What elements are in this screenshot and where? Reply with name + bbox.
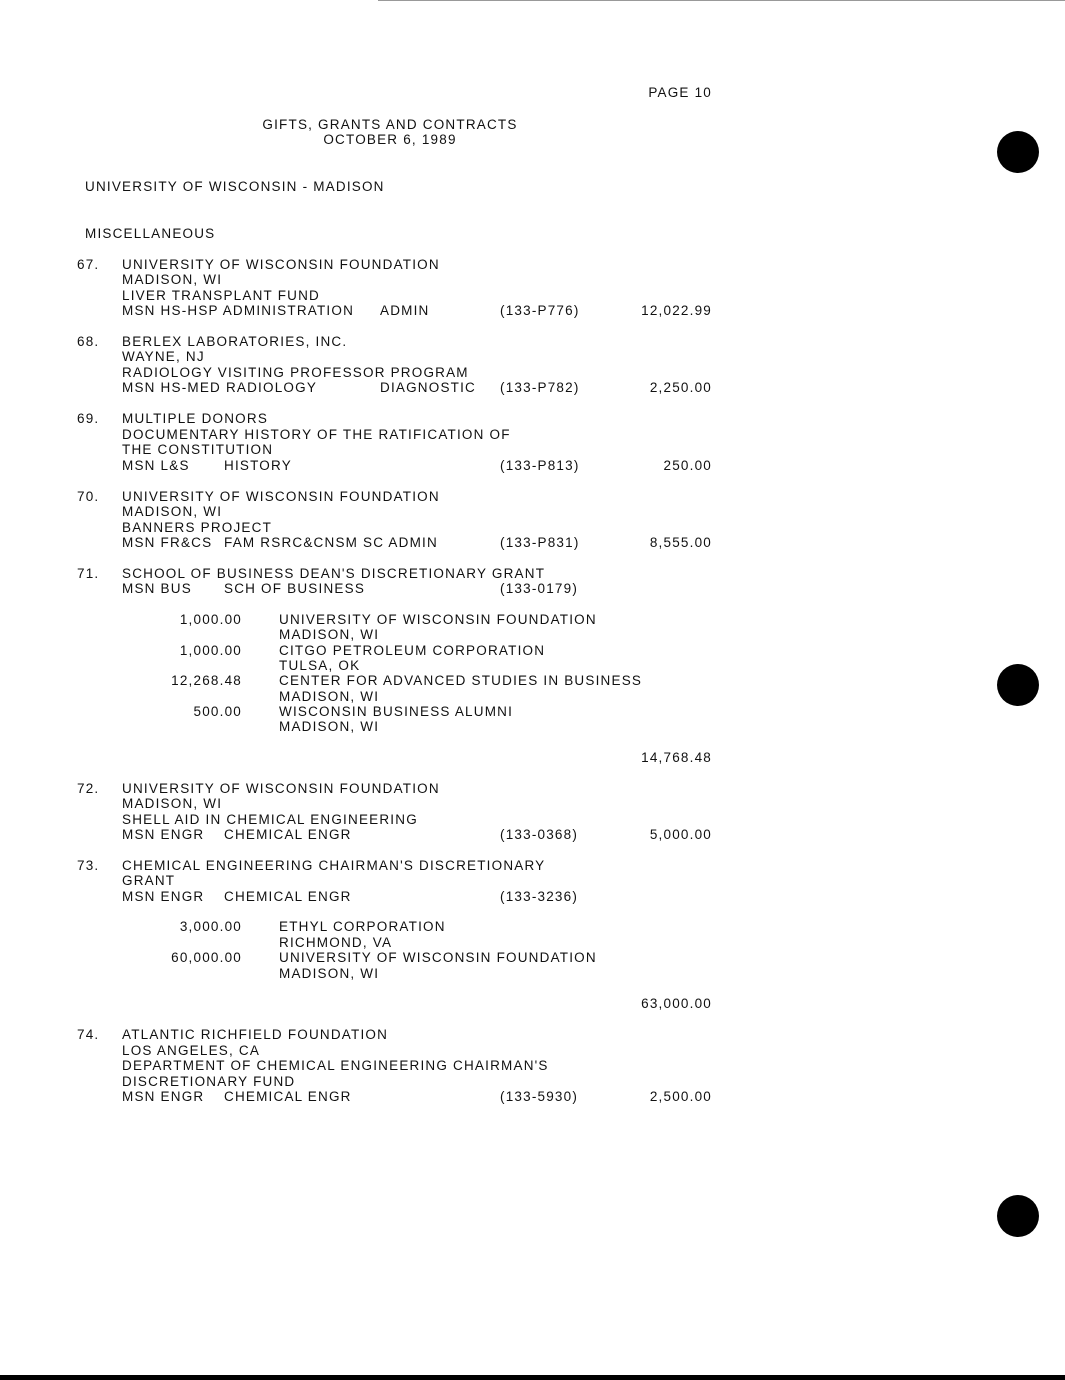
donor-location: TULSA, OK — [279, 658, 361, 673]
punch-hole-middle — [997, 664, 1039, 706]
account-number: (133-P782) — [500, 380, 580, 395]
gift-amount: 12,022.99 — [641, 303, 712, 318]
punch-hole-bottom — [997, 1195, 1039, 1237]
sub-department: CHEMICAL ENGR — [224, 1089, 352, 1104]
gift-purpose: SHELL AID IN CHEMICAL ENGINEERING — [122, 812, 418, 827]
gift-amount: 8,555.00 — [649, 535, 712, 550]
item-number: 68. — [77, 334, 100, 349]
donor-name: MULTIPLE DONORS — [122, 411, 269, 426]
donor-amount: 3,000.00 — [179, 919, 242, 934]
item-number: 70. — [77, 489, 100, 504]
account-number: (133-P813) — [500, 458, 580, 473]
donor-name: CENTER FOR ADVANCED STUDIES IN BUSINESS — [279, 673, 643, 688]
item-number: 71. — [77, 566, 100, 581]
account-number: (133-P831) — [500, 535, 580, 550]
department: MSN L&S — [122, 458, 190, 473]
donor-name: BERLEX LABORATORIES, INC. — [122, 334, 348, 349]
donor-amount: 1,000.00 — [179, 643, 242, 658]
grant-title: SCHOOL OF BUSINESS DEAN'S DISCRETIONARY GRANT — [122, 566, 546, 581]
gift-purpose: LIVER TRANSPLANT FUND — [122, 288, 320, 303]
grant-total: 63,000.00 — [641, 996, 712, 1011]
department: MSN ENGR — [122, 889, 205, 904]
donor-location: MADISON, WI — [279, 966, 380, 981]
page-number: PAGE 10 — [648, 85, 712, 100]
item-number: 74. — [77, 1027, 100, 1042]
gift-amount: 250.00 — [663, 458, 712, 473]
bottom-edge-line — [0, 1375, 1065, 1380]
gift-purpose-cont: THE CONSTITUTION — [122, 442, 274, 457]
donor-amount: 12,268.48 — [171, 673, 242, 688]
donor-location: WAYNE, NJ — [122, 349, 205, 364]
account-number: (133-0179) — [500, 581, 579, 596]
item-number: 72. — [77, 781, 100, 796]
sub-department: ADMIN — [380, 303, 430, 318]
account-number: (133-P776) — [500, 303, 580, 318]
sub-department: SCH OF BUSINESS — [224, 581, 366, 596]
department: MSN HS-MED RADIOLOGY — [122, 380, 318, 395]
item-number: 67. — [77, 257, 100, 272]
sub-department: CHEMICAL ENGR — [224, 889, 352, 904]
report-date: OCTOBER 6, 1989 — [323, 132, 457, 147]
sub-department: FAM RSRC&CNSM SC ADMIN — [224, 535, 438, 550]
report-title: GIFTS, GRANTS AND CONTRACTS — [262, 117, 518, 132]
account-number: (133-5930) — [500, 1089, 579, 1104]
donor-location: MADISON, WI — [122, 504, 223, 519]
sub-department: CHEMICAL ENGR — [224, 827, 352, 842]
donor-location: RICHMOND, VA — [279, 935, 393, 950]
donor-location: MADISON, WI — [122, 796, 223, 811]
donor-name: ETHYL CORPORATION — [279, 919, 446, 934]
donor-amount: 500.00 — [193, 704, 242, 719]
donor-amount: 60,000.00 — [171, 950, 242, 965]
gift-amount: 5,000.00 — [649, 827, 712, 842]
gift-amount: 2,500.00 — [649, 1089, 712, 1104]
top-edge-line — [378, 0, 1065, 1]
department: MSN HS-HSP ADMINISTRATION — [122, 303, 355, 318]
institution-heading: UNIVERSITY OF WISCONSIN - MADISON — [85, 179, 385, 194]
grant-title: CHEMICAL ENGINEERING CHAIRMAN'S DISCRETIONARY — [122, 858, 546, 873]
grant-total: 14,768.48 — [641, 750, 712, 765]
donor-amount: 1,000.00 — [179, 612, 242, 627]
donor-location: MADISON, WI — [279, 627, 380, 642]
donor-name: UNIVERSITY OF WISCONSIN FOUNDATION — [122, 257, 440, 272]
department: MSN FR&CS — [122, 535, 213, 550]
gift-purpose: RADIOLOGY VISITING PROFESSOR PROGRAM — [122, 365, 469, 380]
donor-location: MADISON, WI — [122, 272, 223, 287]
gift-purpose-cont: DISCRETIONARY FUND — [122, 1074, 296, 1089]
punch-hole-top — [997, 131, 1039, 173]
gift-purpose: BANNERS PROJECT — [122, 520, 273, 535]
sub-department: DIAGNOSTIC — [380, 380, 477, 395]
donor-location: MADISON, WI — [279, 719, 380, 734]
sub-department: HISTORY — [224, 458, 292, 473]
item-number: 69. — [77, 411, 100, 426]
item-number: 73. — [77, 858, 100, 873]
account-number: (133-3236) — [500, 889, 579, 904]
department: MSN ENGR — [122, 827, 205, 842]
grant-title-cont: GRANT — [122, 873, 176, 888]
department: MSN ENGR — [122, 1089, 205, 1104]
donor-name: UNIVERSITY OF WISCONSIN FOUNDATION — [279, 612, 597, 627]
gift-amount: 2,250.00 — [649, 380, 712, 395]
donor-location: MADISON, WI — [279, 689, 380, 704]
donor-name: WISCONSIN BUSINESS ALUMNI — [279, 704, 514, 719]
donor-name: ATLANTIC RICHFIELD FOUNDATION — [122, 1027, 389, 1042]
donor-name: UNIVERSITY OF WISCONSIN FOUNDATION — [122, 781, 440, 796]
donor-location: LOS ANGELES, CA — [122, 1043, 261, 1058]
donor-name: UNIVERSITY OF WISCONSIN FOUNDATION — [279, 950, 597, 965]
account-number: (133-0368) — [500, 827, 579, 842]
department: MSN BUS — [122, 581, 192, 596]
gift-purpose: DOCUMENTARY HISTORY OF THE RATIFICATION OF — [122, 427, 511, 442]
donor-name: CITGO PETROLEUM CORPORATION — [279, 643, 546, 658]
gift-purpose: DEPARTMENT OF CHEMICAL ENGINEERING CHAIRMAN'S — [122, 1058, 549, 1073]
donor-name: UNIVERSITY OF WISCONSIN FOUNDATION — [122, 489, 440, 504]
section-heading: MISCELLANEOUS — [85, 226, 216, 241]
